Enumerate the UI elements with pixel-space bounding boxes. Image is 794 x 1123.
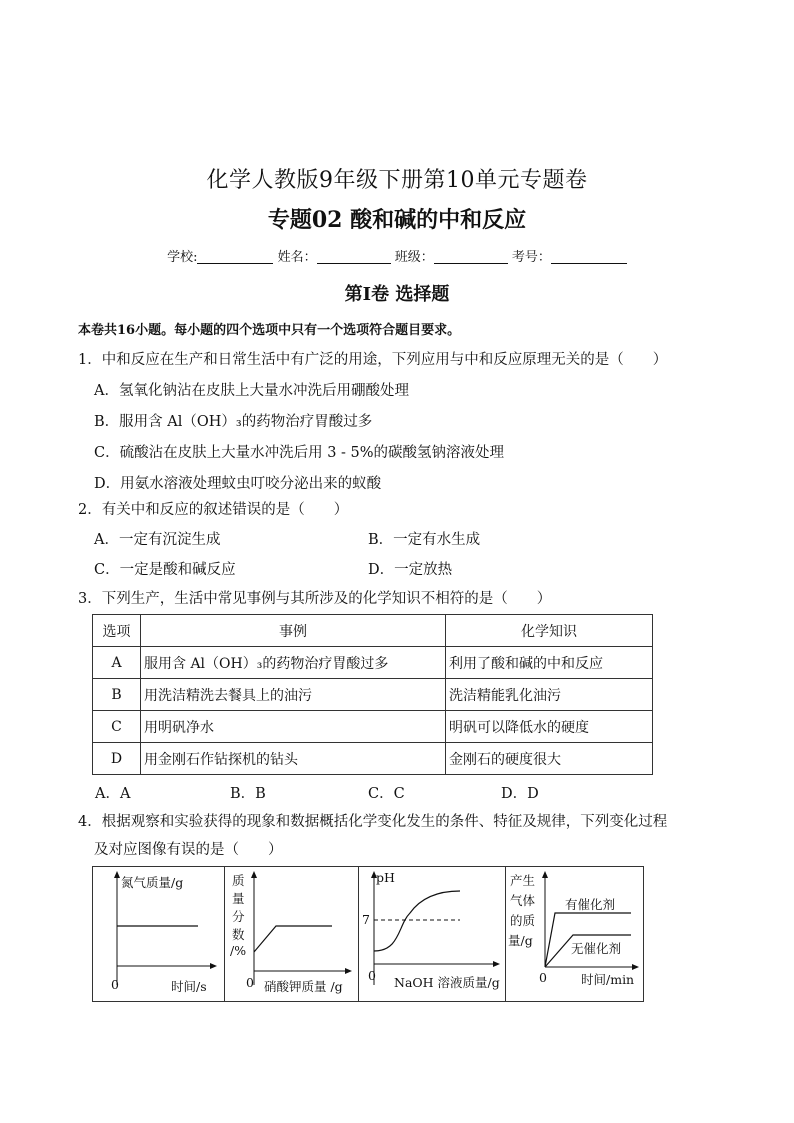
graph-2-origin: 0: [246, 975, 254, 990]
q2-option-d[interactable]: D．一定放热: [368, 562, 453, 578]
class-field[interactable]: [434, 249, 508, 264]
section-heading: 第Ⅰ卷 选择题: [344, 284, 450, 305]
table-cell: A: [93, 647, 141, 679]
table-row: [93, 743, 653, 775]
table-cell: 明矾可以降低水的硬度: [446, 711, 653, 743]
table-cell: 用洗洁精洗去餐具上的油污: [141, 679, 446, 711]
number-label: 考号：: [511, 250, 551, 265]
graph-2[interactable]: [224, 867, 359, 1001]
q3-option-b[interactable]: B．B: [230, 786, 266, 802]
table-cell: B: [93, 679, 141, 711]
table-row: [93, 647, 653, 679]
graph-2-ylabel-5: /%: [230, 943, 247, 958]
table-cell: C: [93, 711, 141, 743]
student-info-line: [0, 246, 794, 265]
graph-4[interactable]: [505, 867, 643, 1001]
graph-4-ylabel-4: 量/g: [508, 933, 533, 948]
graph-1-xlabel: 时间/s: [171, 979, 207, 994]
table-header-cell: 化学知识: [446, 615, 653, 647]
graph-3-ylabel: pH: [376, 870, 395, 885]
graph-2-ylabel-2: 量: [232, 891, 245, 906]
graph-4-curve2-label: 无催化剂: [571, 941, 622, 956]
q3-option-c[interactable]: C．C: [368, 786, 405, 802]
q3-table: [92, 614, 653, 775]
q2-option-a[interactable]: A．一定有沉淀生成: [94, 532, 221, 548]
table-row: [93, 679, 653, 711]
q2-option-b[interactable]: B．一定有水生成: [368, 532, 481, 548]
paper-title: 化学人教版9年级下册第10单元专题卷: [206, 168, 588, 193]
graph-4-ylabel-3: 的质: [510, 913, 536, 928]
graph-4-curve1-label: 有催化剂: [565, 897, 616, 912]
q3-option-a[interactable]: A．A: [95, 786, 131, 802]
q4-stem-line2: 及对应图像有误的是（ ）: [94, 842, 283, 858]
graph-1[interactable]: [93, 867, 225, 1001]
graph-2-ylabel-3: 分: [232, 909, 245, 924]
table-cell: 用明矾净水: [141, 711, 446, 743]
q1-option-d[interactable]: D．用氨水溶液处理蚊虫叮咬分泌出来的蚁酸: [94, 476, 382, 492]
table-cell: 洗洁精能乳化油污: [446, 679, 653, 711]
q1-option-c[interactable]: C．硫酸沾在皮肤上大量水冲洗后用 3 - 5%的碳酸氢钠溶液处理: [94, 445, 505, 461]
graph-4-origin: 0: [539, 970, 547, 985]
q4-graph-panel: [92, 866, 644, 1002]
school-label: 学校:: [167, 250, 198, 265]
graph-2-xlabel: 硝酸钾质量 /g: [264, 979, 343, 994]
graph-1-ylabel: 氮气质量/g: [121, 875, 184, 890]
name-field[interactable]: [317, 249, 391, 264]
school-field[interactable]: [197, 249, 273, 264]
graph-2-ylabel-4: 数: [232, 927, 245, 942]
table-header-cell: 选项: [93, 615, 141, 647]
paper-subtitle: 专题02 酸和碱的中和反应: [267, 207, 527, 233]
graph-3[interactable]: [358, 867, 506, 1001]
table-row: [93, 711, 653, 743]
table-cell: D: [93, 743, 141, 775]
class-label: 班级：: [394, 250, 434, 265]
q1-stem: 1．中和反应在生产和日常生活中有广泛的用途，下列应用与中和反应原理无关的是（ ）: [78, 352, 668, 368]
q2-stem: 2．有关中和反应的叙述错误的是（ ）: [78, 502, 349, 518]
table-cell: 金刚石的硬度很大: [446, 743, 653, 775]
graph-3-xlabel: NaOH 溶液质量/g: [394, 975, 500, 990]
graph-3-tick-7: 7: [362, 912, 370, 927]
table-cell: 服用含 Al（OH）₃的药物治疗胃酸过多: [141, 647, 446, 679]
graph-2-ylabel-1: 质: [232, 873, 245, 888]
q3-option-d[interactable]: D．D: [501, 786, 539, 802]
table-cell: 利用了酸和碱的中和反应: [446, 647, 653, 679]
graph-3-origin: 0: [368, 968, 376, 983]
table-header-row: [93, 615, 653, 647]
table-header-cell: 事例: [141, 615, 446, 647]
graph-4-xlabel: 时间/min: [581, 972, 635, 987]
instructions: 本卷共16小题。每小题的四个选项中只有一个选项符合题目要求。: [78, 323, 461, 338]
q4-stem-line1: 4．根据观察和实验获得的现象和数据概括化学变化发生的条件、特征及规律，下列变化过程: [78, 814, 668, 830]
graph-4-ylabel-2: 气体: [510, 893, 536, 908]
number-field[interactable]: [551, 249, 627, 264]
table-cell: 用金刚石作钻探机的钻头: [141, 743, 446, 775]
graph-1-origin: 0: [111, 977, 119, 992]
q1-option-a[interactable]: A．氢氧化钠沾在皮肤上大量水冲洗后用硼酸处理: [94, 383, 409, 399]
name-label: 姓名：: [277, 250, 317, 265]
q3-stem: 3．下列生产，生活中常见事例与其所涉及的化学知识不相符的是（ ）: [78, 591, 552, 607]
q2-option-c[interactable]: C．一定是酸和碱反应: [94, 562, 236, 578]
graph-4-ylabel-1: 产生: [510, 873, 536, 888]
q1-option-b[interactable]: B．服用含 Al（OH）₃的药物治疗胃酸过多: [94, 414, 373, 430]
